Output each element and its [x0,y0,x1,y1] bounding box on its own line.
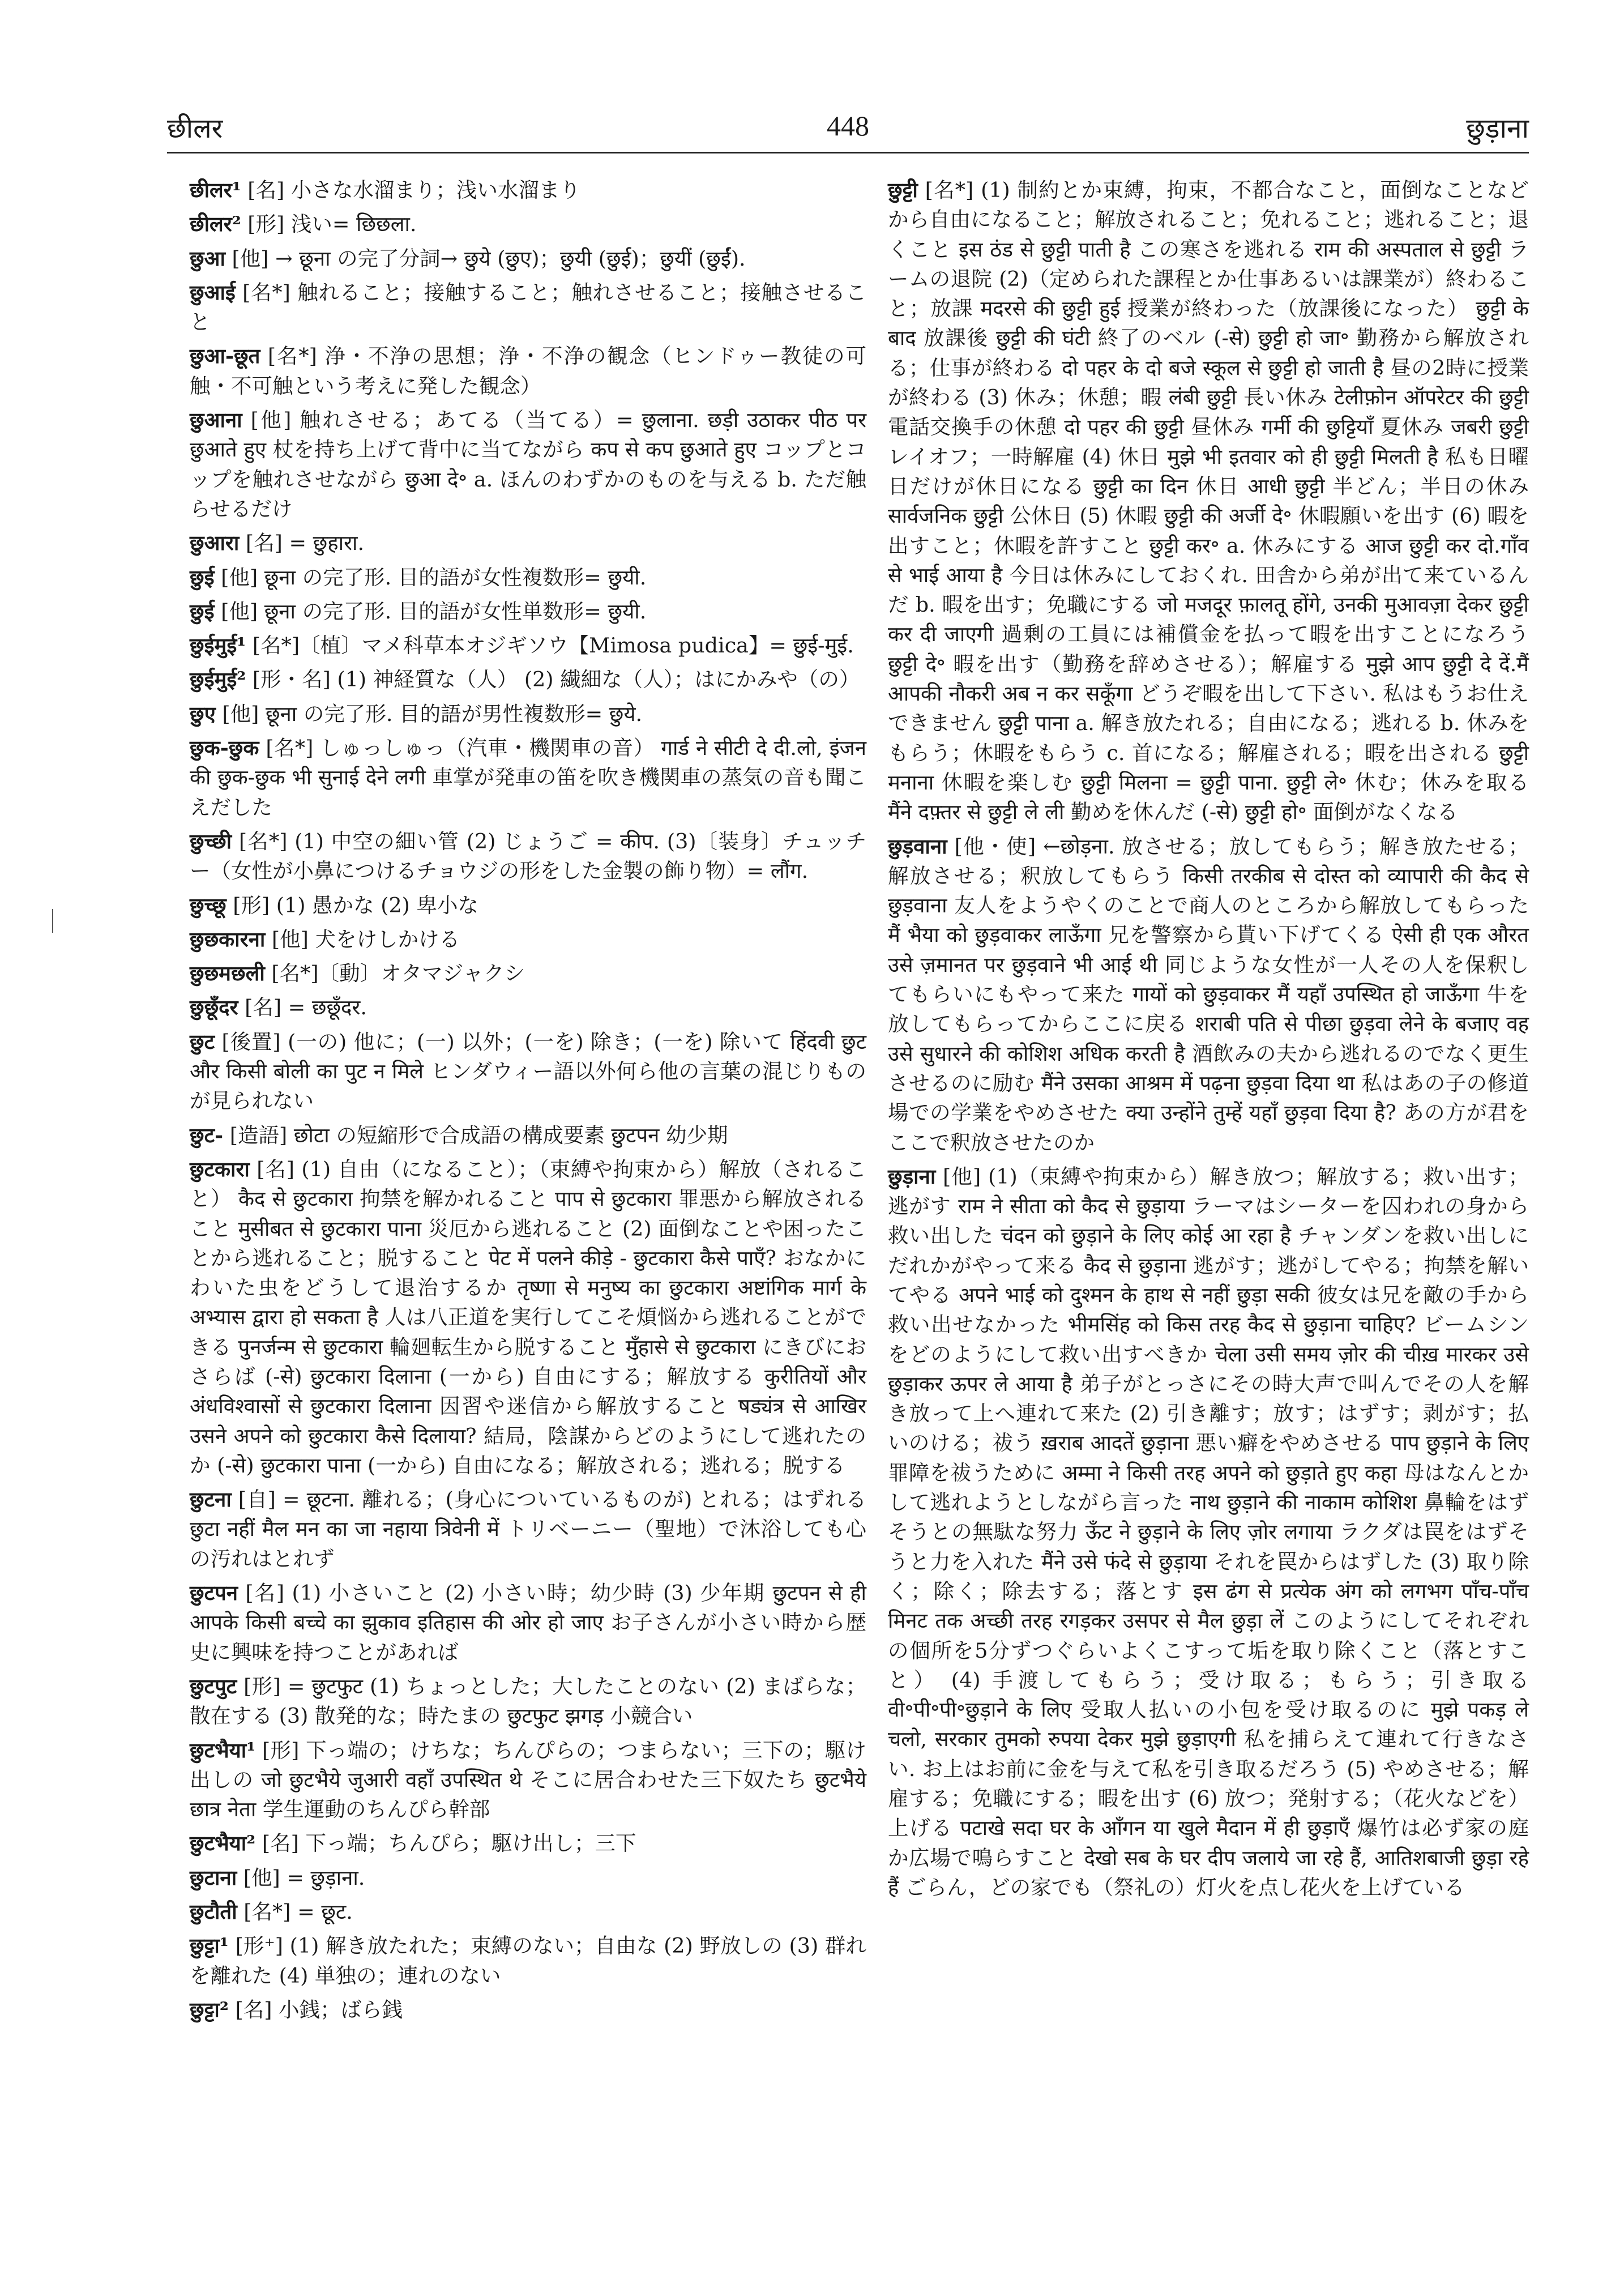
dictionary-entry [190,1736,866,1825]
dictionary-entry [190,563,866,592]
entry-definition: [名] = छुहारा. [239,531,365,556]
dictionary-entry [190,244,866,274]
entry-definition: [形・名] (1) 神経質な（人） (2) 繊細な（人）；はにかみや（の） [246,667,860,692]
dictionary-entry [190,210,866,239]
entry-headword: छुआ [190,246,225,271]
entry-definition: [他] → छूना の完了分詞→ छुये (छुए)；छुयी (छुई)；छुयीं (छुईं). [225,246,746,271]
dictionary-entry [190,1121,866,1150]
entry-definition: [他] 触れさせる；あてる（当てる）= छुलाना. छड़ी उठाकर पीठ पर छुआते हुए 杖を持ち上げて背中に当てながら कप से कप छुआते हुए コップとコップを触れさせながら छुआ दे॰ a. ほんのわずかのものを与える b. ただ触らせるだけ [190,408,866,521]
dictionary-entry [190,278,866,338]
dictionary-entry [190,665,866,694]
dictionary-entry [190,733,866,822]
entry-headword: छुक-छुक [190,736,259,761]
dictionary-entry [190,993,866,1022]
margin-mark [52,909,53,933]
entry-definition: [後置] (一の) 他に；(一) 以外；(一を) 除き；(一を) 除いて हिंदवी छुट और किसी बोली का पुट न मिले ヒンダウィー語以外何ら他の言葉の混じりものが見られない [190,1029,866,1113]
dictionary-entry [190,597,866,626]
dictionary-entry [190,1897,866,1927]
entry-headword: छुड़वाना [888,834,947,859]
entry-definition: [名*] = छूट. [237,1900,353,1924]
dictionary-entry [888,176,1529,827]
entry-definition: [他] = छुड़ाना. [237,1865,365,1890]
running-head-right: छुड़ाना [1466,113,1529,144]
entry-headword: छुटभैया² [190,1831,256,1856]
entry-headword: छुच्छू [190,893,226,917]
entry-definition: [名] 下っ端；ちんぴら；駆け出し；三下 [255,1831,636,1856]
entry-definition: [名*] しゅっしゅっ（汽車・機関車の音） गार्ड ने सीटी दे दी.लो, इंजन की छुक-छुक भी सुनाई देने लगी 車掌が発車の笛を吹き機関車の蒸気の音も聞こえだした [190,736,866,820]
entry-headword: छुईमुई¹ [190,633,246,658]
entry-definition: [造語] छोटा の短縮形で合成語の構成要素 छुटपन 幼少期 [223,1122,728,1147]
entry-headword: छुट [190,1029,215,1054]
entry-definition: [名] (1) 小さいこと (2) 小さい時；幼少時 (3) 少年期 छुटपन से ही आपके किसी बच्चे का झुकाव इतिहास की ओर हो जाए お子さんが小さい時から歴史に興味を持つことがあれば [190,1581,866,1664]
page-header [167,99,1529,144]
dictionary-entry [190,827,866,886]
entry-headword: छुआई [190,280,236,305]
page-number: 448 [827,110,869,142]
entry-definition: [他] 犬をけしかける [265,927,460,951]
entry-headword: छीलर¹ [190,178,241,202]
entry-headword: छुछमछली [190,961,265,986]
entry-definition: [形] 下っ端の；けちな；ちんぴらの；つまらない；三下の；駆け出しの जो छुटभैये जुआरी वहाँ उपस्थित थे そこに居合わせた三下奴たち छुटभैये छात्र नेता 学生運動のちんぴら幹部 [190,1738,866,1822]
dictionary-entry [190,1995,866,2025]
entry-headword: छुटौती [190,1900,237,1924]
entry-headword: छीलर² [190,212,241,237]
entry-headword: छुई [190,599,215,624]
entry-headword: छुआरा [190,531,240,556]
entry-headword: छुछूँदर [190,995,238,1020]
dictionary-entry [190,1485,866,1574]
entry-headword: छुए [190,701,216,726]
entry-definition: [他・使] ←छोड़ना. 放させる；放してもらう；解き放たせる；解放させる；釈放してもらう किसी तरकीब से दोस्त को व्यापारी की कैद से छुड़वाना 友人をようやくのことで商人のところから解放してもらった मैं भैया को छुड़वाकर लाऊँगा 兄を警察から貰い下げてくる ऐसी ही एक औरत उसे ज़मानत पर छुड़वाने भी आई थी 同じような女性が一人その人を保釈してもらいにもやって来た गायों को छुड़वाकर मैं यहाँ उपस्थित हो जाऊँगा 牛を放してもらってからここに戻る शराबी पति से पीछा छुड़वा लेने के बजाए वह उसे सुधारने की कोशिश अधिक करती है 酒飲みの夫から逃れるのでなく更生させるのに励む मैंने उसका आश्रम में पढ़ना छुड़वा दिया था 私はあの子の修道場での学業をやめさせた क्या उन्होंने तुम्हें यहाँ छुड़वा दिया है? あの方が君をここで釈放させたのか [888,834,1529,1155]
entry-headword: छुच्छी [190,829,232,853]
entry-headword: छुटपुट [190,1674,237,1698]
dictionary-entry [888,832,1529,1158]
entry-definition: [名] = छछूँदर. [238,995,367,1020]
dictionary-entry [190,959,866,988]
left-column [190,176,866,2029]
dictionary-entry [190,1155,866,1480]
running-head-left: छीलर [167,113,223,144]
dictionary-entry [190,1578,866,1667]
entry-definition: [形] (1) 愚かな (2) 卑小な [226,893,479,917]
entry-definition: [他] छूना の完了形. 目的語が男性複数形= छुये. [215,701,643,726]
right-column [888,176,1529,1907]
entry-definition: [自] = छूटना. 離れる；(身心についているものが) とれる；はずれる छुटा नहीं मैल मन का जा नहाया त्रिवेनी में トリベーニー（聖地）で沐浴しても心の汚れはとれず [190,1487,866,1571]
dictionary-entry [190,406,866,524]
dictionary-entry [190,1829,866,1858]
entry-headword: छुआ-छूत [190,344,260,369]
dictionary-entry [190,699,866,729]
dictionary-entry [190,1863,866,1893]
entry-definition: [他] (1)（束縛や拘束から）解き放つ；解放する；救い出す；逃がす राम ने सीता को कैद से छुड़ाया ラーマはシーターを囚われの身から救い出した चंदन को छुड़ाने के लिए कोई आ रहा है チャンダンを救い出しにだれかがやって来る कैद से छुड़ाना 逃がす；逃がしてやる；拘禁を解いてやる अपने भाई को दुश्मन के हाथ से नहीं छुड़ा सकी 彼女は兄を敵の手から救い出せなかった भीमसिंह को किस तरह कैद से छुड़ाना चाहिए? ビームシンをどのようにして救い出すべきか चेला उसी समय ज़ोर की चीख़ मारकर उसे छुड़ाकर ऊपर ले आया है 弟子がとっさにその時大声で叫んでその人を解き放って上へ連れて来た (2) 引き離す；放す；はずす；剥がす；払いのける；祓う ख़राब आदतें छुड़ाना 悪い癖をやめさせる पाप छुड़ाने के लिए 罪障を祓うために अम्मा ने किसी तरह अपने को छुड़ाते हुए कहा 母はなんとかして逃れようとしながら言った नाथ छुड़ाने की नाकाम कोशिश 鼻輪をはずそうとの無駄な努力 ऊँट ने छुड़ाने के लिए ज़ोर लगाया ラクダは罠をはずそうと力を入れた मैंने उसे फंदे से छुड़ाया それを罠からはずした (3) 取り除く；除く；除去する；落とす इस ढंग से प्रत्येक अंग को लगभग पाँच-पाँच मिनट तक अच्छी तरह रगड़कर उसपर से मैल छुड़ा लें このようにしてそれぞれの個所を5分ずつぐらいよくこすって垢を取り除くこと（落とすこと） (4) 手渡してもらう；受け取る；もらう；引き取る वी॰पी॰पी॰छुड़ाने के लिए 受取人払いの小包を受け取るのに मुझे पकड़ ले चलो, सरकार तुमको रुपया देकर मुझे छुड़ाएगी 私を捕らえて連れて行きなさい. お上はお前に金を与えて私を引き取るだろう (5) やめさせる；解雇する；免職にする；暇を出す (6) 放つ；発射する；（花火などを）上げる पटाखे सदा घर के आँगन या खुले मैदान में ही छुड़ाएँ 爆竹は必ず家の庭か広場で鳴らすこと देखो सब के घर दीप जलाये जा रहे हैं, आतिशबाजी छुड़ा रहे हैं ごらん，どの家でも（祭礼の）灯火を点し花火を上げている [888,1164,1529,1900]
dictionary-entry [888,1162,1529,1902]
entry-definition: [他] छूना の完了形. 目的語が女性複数形= छुयी. [214,565,647,590]
entry-headword: छुट्टा² [190,1997,229,2022]
entry-definition: [名] 小銭；ばら銭 [228,1997,403,2022]
dictionary-entry [190,1672,866,1731]
dictionary-entry [190,176,866,205]
entry-definition: [他] छूना の完了形. 目的語が女性単数形= छुयी. [214,599,647,624]
entry-headword: छुछकारना [190,927,266,951]
entry-definition: [形⁺] (1) 解き放たれた；束縛のない；自由な (2) 野放しの (3) 群れを離れた (4) 単独の；連れのない [190,1934,866,1988]
entry-headword: छुटकारा [190,1156,250,1181]
entry-headword: छुट्टा¹ [190,1934,229,1958]
entry-headword: छुईमुई² [190,667,246,692]
entry-definition: [名*] (1) 中空の細い管 (2) じょうご = कीप. (3)〔装身〕チュッチー（女性が小鼻につけるチョウジの形をした金製の飾り物）= लौंग. [190,829,866,883]
entry-headword: छुई [190,565,215,590]
entry-definition: [名*]〔動〕オタマジャクシ [264,961,525,986]
entry-definition: [名*] 浄・不浄の思想；浄・不浄の観念（ヒンドゥー教徒の可触・不可触という考えに発した観念） [190,344,866,398]
dictionary-entry [190,891,866,920]
entry-definition: [名] 小さな水溜まり；浅い水溜まり [241,178,580,202]
dictionary-entry [190,1027,866,1116]
entry-headword: छुटपन [190,1581,238,1606]
entry-definition: [名*]〔植〕マメ科草本オジギソウ【Mimosa pudica】= छुई-मुई. [246,633,854,658]
entry-headword: छुआना [190,408,242,433]
entry-definition: [名*] (1) 制約とか束縛，拘束，不都合なこと，面倒なことなどから自由になること；解放されること；免れること；逃れること；退くこと इस ठंड से छुट्टी पाती है この寒さを逃れる राम की अस्पताल से छुट्टी ラームの退院 (2)（定められた課程とか仕事あるいは課業が）終わること；放課 मदरसे की छुट्टी हुई 授業が終わった（放課後になった） छुट्टी के बाद 放課後 छुट्टी की घंटी 終了のベル (-से) छुट्टी हो जा॰ 勤務から解放される；仕事が終わる दो पहर के दो बजे स्कूल से छुट्टी हो जाती है 昼の2時に授業が終わる (3) 休み；休憩；暇 लंबी छुट्टी 長い休み टेलीफ़ोन ऑपरेटर की छुट्टी 電話交換手の休憩 दो पहर की छुट्टी 昼休み गर्मी की छुट्टियाँ 夏休み जबरी छुट्टी レイオフ；一時解雇 (4) 休日 मुझे भी इतवार को ही छुट्टी मिलती है 私も日曜日だけが休日になる छुट्टी का दिन 休日 आधी छुट्टी 半どん；半日の休み सार्वजनिक छुट्टी 公休日 (5) 休暇 छुट्टी की अर्जी दे॰ 休暇願いを出す (6) 暇を出すこと；休暇を許すこと छुट्टी कर॰ a. 休みにする आज छुट्टी कर दो.गाँव से भाई आया है 今日は休みにしておくれ. 田舎から弟が出て来ているんだ b. 暇を出す；免職にする जो मजदूर फ़ालतू होंगे, उनकी मुआवज़ा देकर छुट्टी कर दी जाएगी 過剰の工員には補償金を払って暇を出すことになろう छुट्टी दे॰ 暇を出す（勤務を辞めさせる）；解雇する मुझे आप छुट्टी दे दें.मैं आपकी नौकरी अब न कर सकूँगा どうぞ暇を出して下さい. 私はもうお仕えできません छुट्टी पाना a. 解き放たれる；自由になる；逃れる b. 休みをもらう；休暇をもらう c. 首になる；解雇される；暇を出される छुट्टी मनाना 休暇を楽しむ छुट्टी मिलना = छुट्टी पाना. छुट्टी ले॰ 休む；休みを取る मैंने दफ़्तर से छुट्टी ले ली 勤めを休んだ (-से) छुट्टी हो॰ 面倒がなくなる [888,178,1529,825]
header-rule [167,152,1529,153]
entry-definition: [形] 浅い= छिछला. [241,212,417,237]
entry-definition: [名] (1) 自由（になること）；（束縛や拘束から）解放（されること） कैद से छुटकारा 拘禁を解かれること पाप से छुटकारा 罪悪から解放されること मुसीबत से छुटकारा पाना 災厄から逃れること (2) 面倒なことや困ったことから逃れること；脱すること पेट में पलने कीड़े - छुटकारा कैसे पाएँ? おなかにわいた虫をどうして退治するか तृष्णा से मनुष्य का छुटकारा अष्टांगिक मार्ग के अभ्यास द्वारा हो सकता है 人は八正道を実行してこそ煩悩から逃れることができる पुनर्जन्म से छुटकारा 輪廻転生から脱すること मुँहासे से छुटकारा にきびにおさらば (-से) छुटकारा दिलाना (一から) 自由にする；解放する कुरीतियों और अंधविश्वासों से छुटकारा दिलाना 因習や迷信から解放すること षड्यंत्र से आखिर उसने अपने को छुटकारा कैसे दिलाया? 結局，陰謀からどのようにして逃れたのか (-से) छुटकारा पाना (一から) 自由になる；解放される；逃れる；脱する [190,1156,866,1478]
dictionary-entry [190,342,866,401]
entry-definition: [名*] 触れること；接触すること；触れさせること；接触させること [190,280,866,335]
entry-headword: छुट्टी [888,178,918,202]
entry-headword: छुट- [190,1122,224,1147]
dictionary-entry [190,528,866,558]
dictionary-entry [190,925,866,954]
entry-headword: छुड़ाना [888,1164,936,1189]
entry-headword: छुटना [190,1487,232,1512]
dictionary-entry [190,631,866,660]
entry-headword: छुटाना [190,1865,237,1890]
entry-definition: [形] = छुटफुट (1) ちょっとした；大したことのない (2) まばらな；散在する (3) 散発的な；時たまの छुटफुट झगड़ 小競合い [190,1674,866,1728]
entry-headword: छुटभैया¹ [190,1738,256,1762]
dictionary-entry [190,1931,866,1991]
